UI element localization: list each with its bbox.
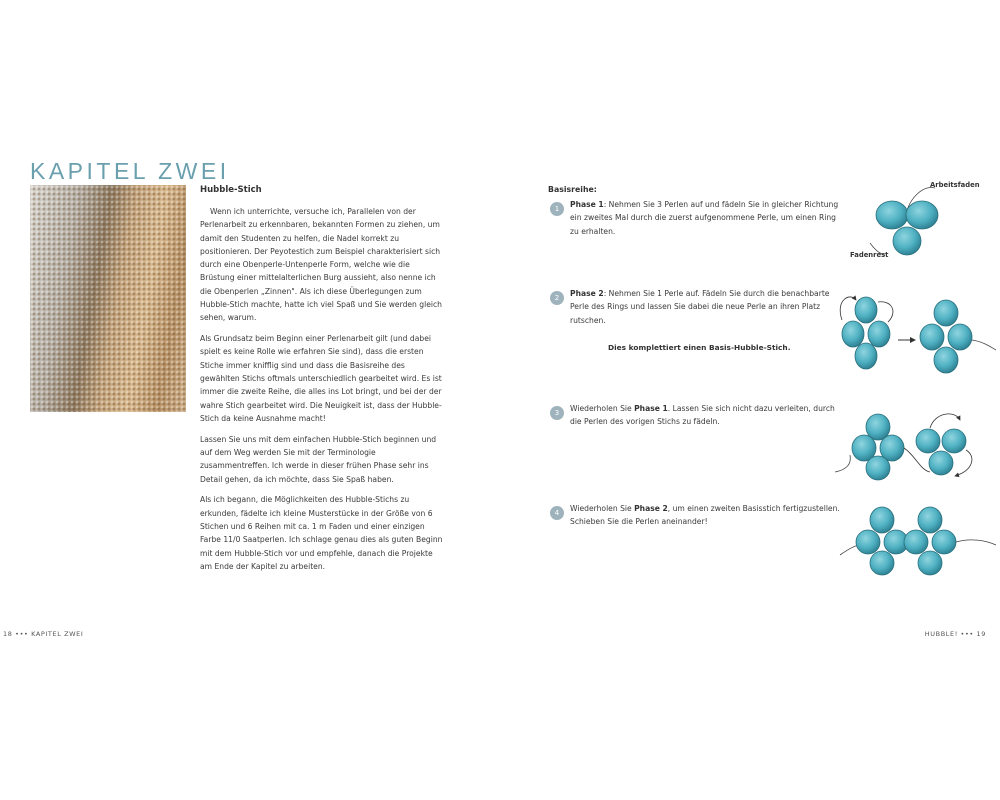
step-2-phase: Phase 2	[570, 289, 604, 298]
step-number-3: 3	[550, 406, 564, 420]
step-4-body: , um einen zweiten Basisstich fertigzustellen. Schieben Sie die Perlen aneinander!	[570, 504, 840, 527]
bead	[918, 507, 942, 533]
footer-left: 18 ••• KAPITEL ZWEI	[3, 630, 84, 638]
step-4-pre: Wiederholen Sie	[570, 504, 635, 513]
diagram-step-2	[840, 297, 996, 373]
step-2-note: Dies komplettiert einen Basis-Hubble-Stich.	[608, 343, 791, 352]
step-number-1: 1	[550, 202, 564, 216]
label-arbeitsfaden: Arbeitsfaden	[930, 181, 980, 189]
bead	[904, 530, 928, 554]
bead	[855, 343, 877, 369]
bead	[934, 300, 958, 326]
paragraph: Als Grundsatz beim Beginn einer Perlenarbeit gilt (und dabei spielt es keine Rolle wie erfahren Sie sind), dass die ersten Stiche immer knifflig sind und dass die Basisreihe des gewählten Stichs oftmals unterschiedlich gearbeitet wird. Es ist immer die zweite Reihe, die alles ins Lot bringt, und bei der der wahre Stich gearbeitet wird. Die Neuigkeit ist, dass der Hubble-Stich da keine Ausnahme macht!	[200, 334, 442, 423]
bead	[870, 507, 894, 533]
step-number-4: 4	[550, 506, 564, 520]
bead	[870, 551, 894, 575]
diagram-step-4	[840, 507, 996, 575]
step-1-phase: Phase 1	[570, 200, 604, 209]
label-fadenrest: Fadenrest	[850, 251, 889, 259]
bead	[916, 429, 940, 453]
bead	[906, 201, 938, 229]
bead	[948, 324, 972, 350]
bead	[929, 451, 953, 475]
step-3-body: . Lassen Sie sich nicht dazu verleiten, durch die Perlen des vorigen Stichs zu fädeln.	[570, 404, 835, 427]
bead	[920, 324, 944, 350]
bead	[893, 227, 921, 255]
bead	[855, 297, 877, 323]
step-number-2: 2	[550, 291, 564, 305]
paragraph: Lassen Sie uns mit dem einfachen Hubble-Stich beginnen und auf dem Weg werden Sie mit der Terminologie zusammentreffen. Ich werde in dieser frühen Phase sehr ins Detail gehen, da ich möchte, dass Sie Spaß haben.	[200, 434, 437, 484]
paragraph: Wenn ich unterrichte, versuche ich, Parallelen von der Perlenarbeit zu erkennbaren, bekannten Formen zu ziehen, um damit den Studenten zu helfen, die Nadel korrekt zu positionieren. Der Peyotestich zum Beispiel charakterisiert sich durch eine Obenperle-Untenperle Form, welche wie die Brüstung einer mittelalterlichen Burg aussieht, also nenne ich die Obenperlen „Zinnen". Als ich diese Überlegungen zum Hubble-Stich machte, hatte ich viel Spaß und Sie werden gleich sehen, warum.	[200, 207, 442, 323]
bead	[868, 321, 890, 347]
bead	[942, 429, 966, 453]
section-heading: Hubble-Stich	[200, 185, 262, 195]
step-4-phase: Phase 2	[634, 504, 668, 513]
diagram-step-3	[835, 414, 972, 480]
bead	[918, 551, 942, 575]
bead	[876, 201, 908, 229]
basis-heading: Basisreihe:	[548, 185, 597, 194]
bead	[934, 347, 958, 373]
step-1-body: : Nehmen Sie 3 Perlen auf und fädeln Sie in gleicher Richtung ein zweites Mal durch die zuerst aufgenommene Perle, um einen Ring zu erhalten.	[570, 200, 839, 236]
bead	[842, 321, 864, 347]
diagram-step-1	[870, 187, 938, 255]
chapter-title: KAPITEL ZWEI	[30, 158, 230, 184]
bead	[856, 530, 880, 554]
bead	[866, 456, 890, 480]
step-2-body: : Nehmen Sie 1 Perle auf. Fädeln Sie durch die benachbarte Perle des Rings und lassen Sie dabei die neue Perle an ihren Platz rutschen.	[570, 289, 830, 325]
step-3-phase: Phase 1	[634, 404, 668, 413]
step-3-pre: Wiederholen Sie	[570, 404, 635, 413]
bead	[932, 530, 956, 554]
paragraph: Als ich begann, die Möglichkeiten des Hubble-Stichs zu erkunden, fädelte ich kleine Musterstücke in der Größe von 6 Stichen und 6 Reihen mit ca. 1 m Faden und einer einzigen Farbe 11/0 Saatperlen. Ich schlage genau dies als guten Beginn mit dem Hubble-Stich vor und empfehle, danach die Projekte am Ende der Kapitel zu arbeiten.	[200, 495, 443, 571]
footer-right: HUBBLE! ••• 19	[924, 630, 986, 638]
